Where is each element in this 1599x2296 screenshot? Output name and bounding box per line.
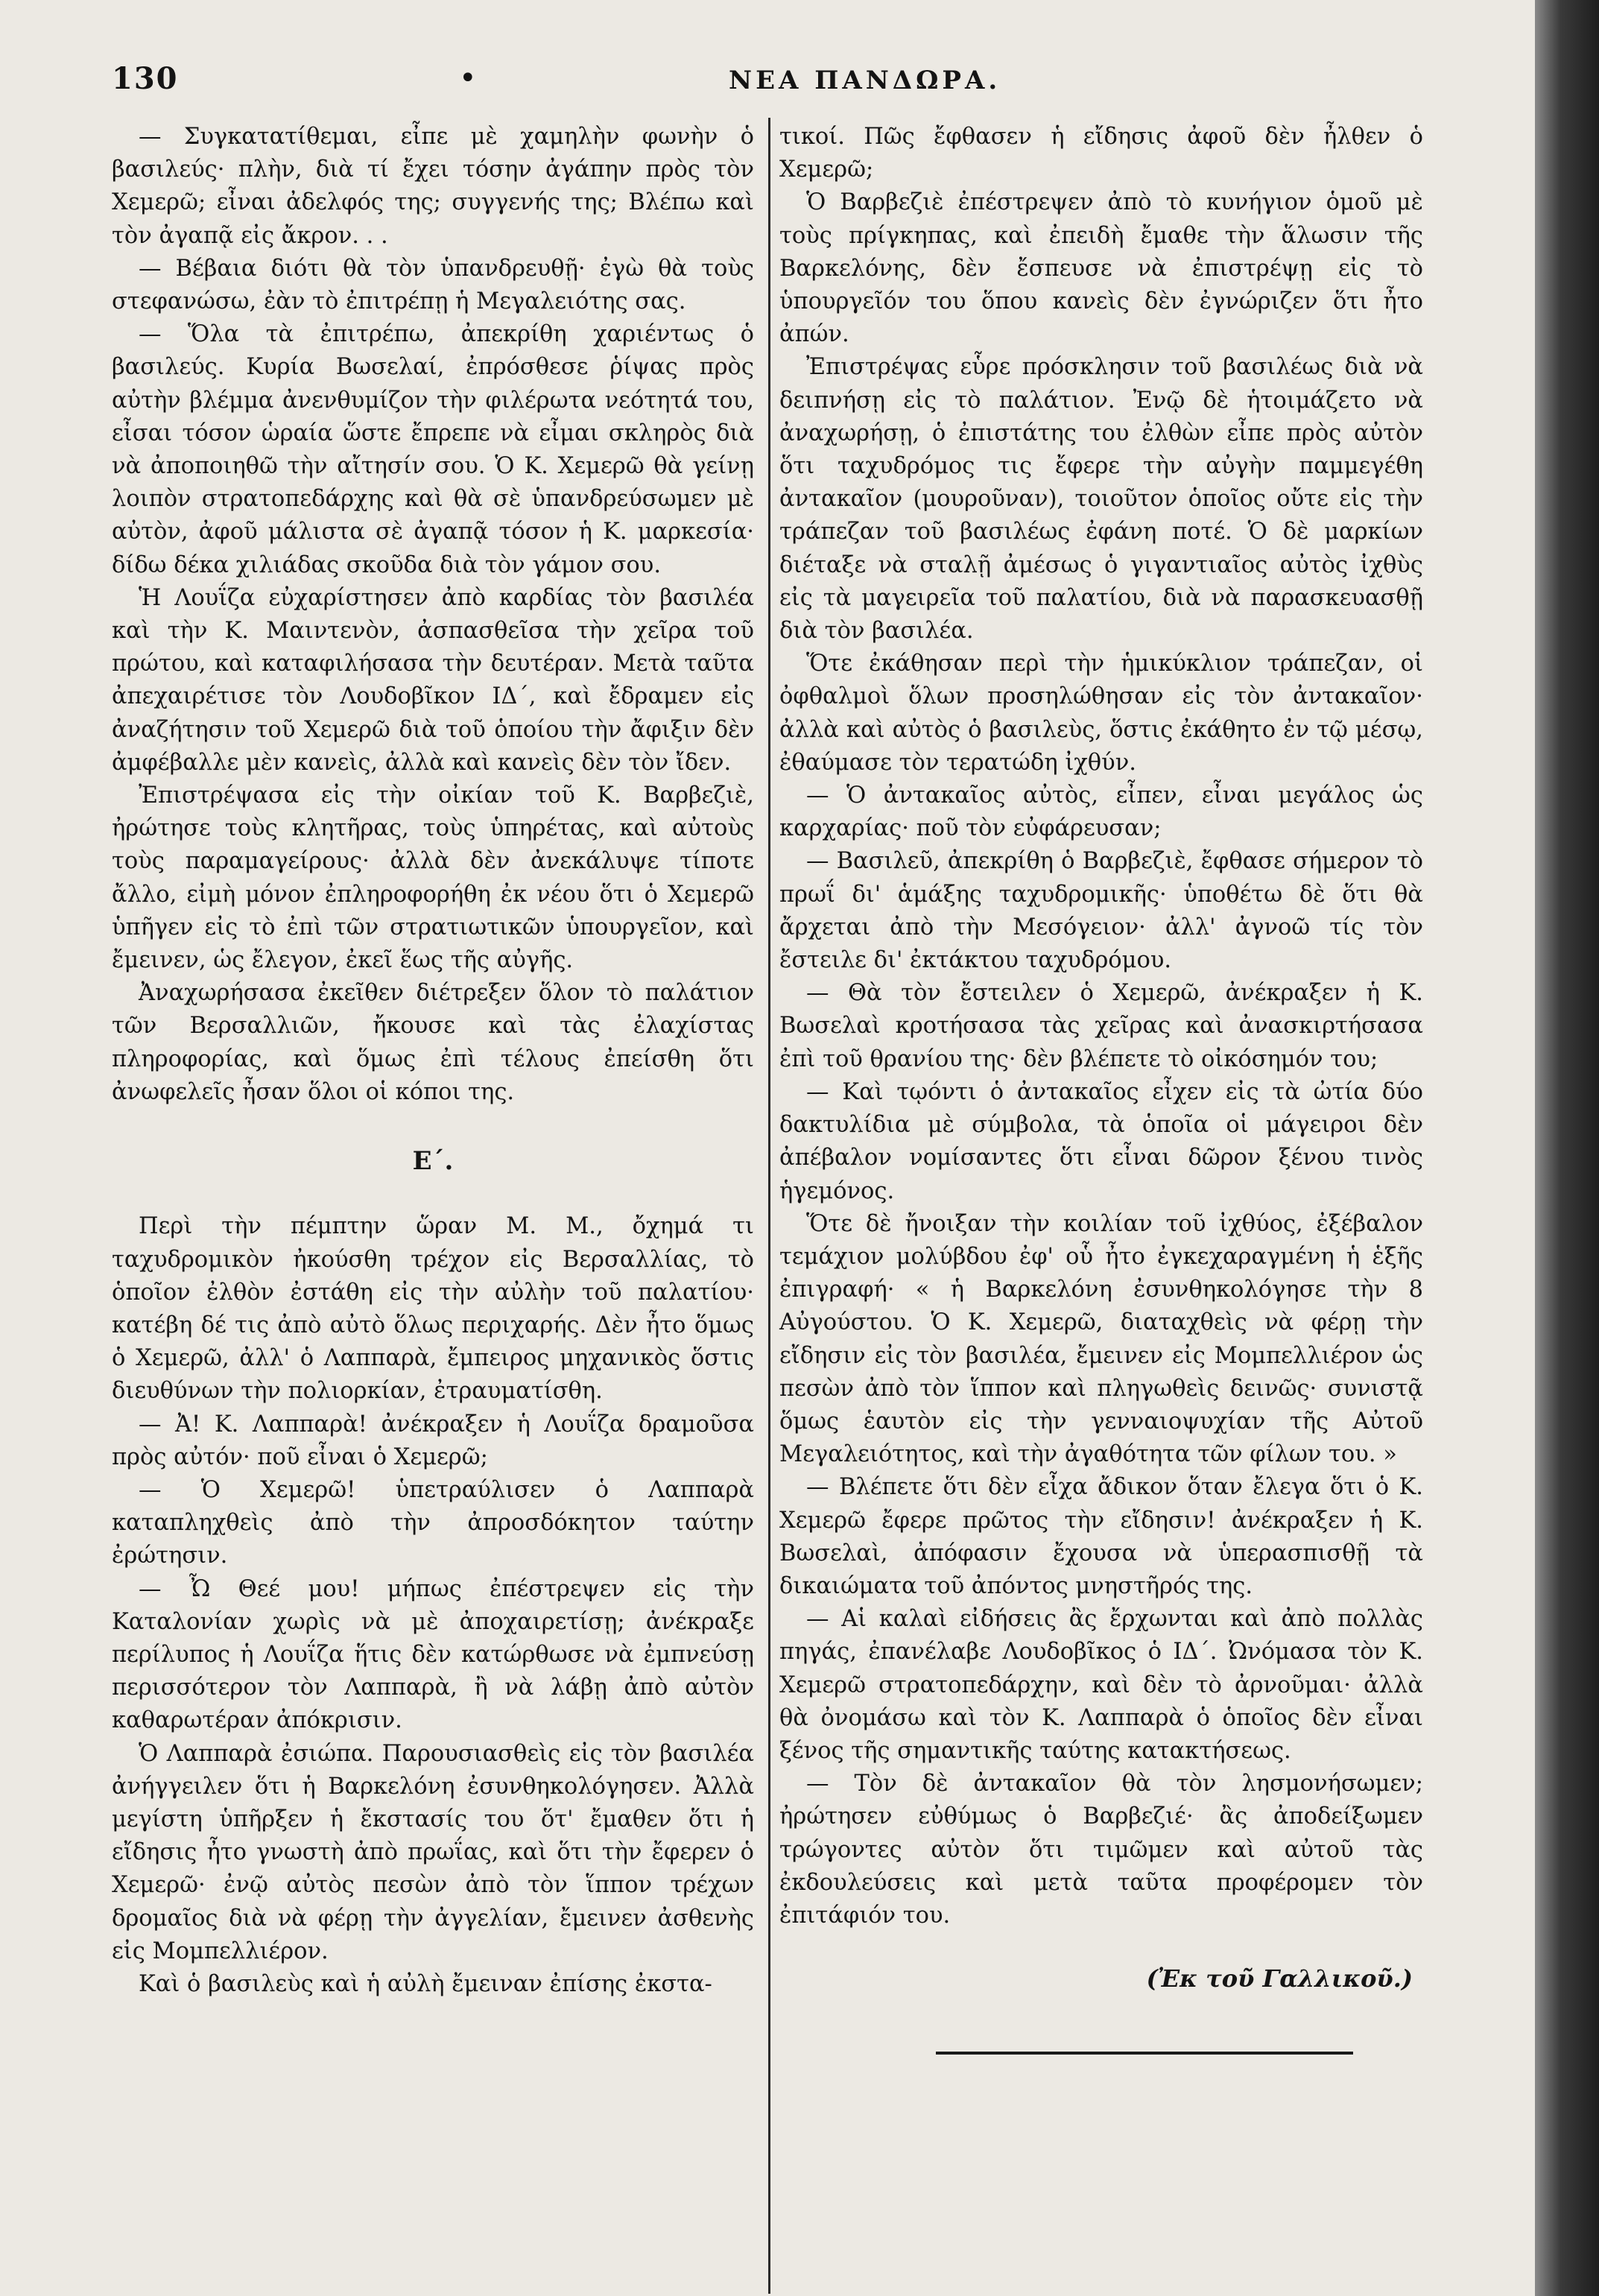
left-column (112, 121, 754, 2001)
paragraph: — Ὦ Θεέ μου! μήπως ἐπέστρεψεν εἰς τὴν Καταλονίαν χωρὶς νὰ μὲ ἀποχαιρετίσῃ; ἀνέκραξε περίλυπος ἡ Λουΐζα ἥτις δὲν κατώρθωσε νὰ ἐμπνεύσῃ περισσότερον τὸν Λαππαρὰ, ἢ νὰ λάβῃ ἀπὸ αὐτὸν καθαρωτέραν ἀπόκρισιν. (112, 1575, 754, 1734)
paragraph: Ὁ Βαρβεζιὲ ἐπέστρεψεν ἀπὸ τὸ κυνήγιον ὁμοῦ μὲ τοὺς πρίγκηπας, καὶ ἐπειδὴ ἔμαθε τὴν ἅλωσιν τῆς Βαρκελόνης, δὲν ἔσπευσε νὰ ἐπιστρέψῃ εἰς τὸ ὑπουργεῖόν του ὅπου κανεὶς δὲν ἐγνώριζεν ὅτι ἦτο ἀπών. (779, 189, 1423, 348)
paragraph: — Θὰ τὸν ἔστειλεν ὁ Χεμερῶ, ἀνέκραξεν ἡ Κ. Βωσελαὶ κροτήσασα τὰς χεῖρας καὶ ἀνασκιρτήσασα ἐπὶ τοῦ θρανίου της· δὲν βλέπετε τὸ οἰκόσημόν του; (779, 980, 1423, 1072)
section-heading: Ε΄. (412, 1146, 454, 1177)
paragraph: Ἐπιστρέψασα εἰς τὴν οἰκίαν τοῦ Κ. Βαρβεζιὲ, ἠρώτησε τοὺς κλητῆρας, τοὺς ὑπηρέτας, καὶ αὐτοὺς τοὺς παραμαγείρους· ἀλλὰ δὲν ἀνεκάλυψε τίποτε ἄλλο, εἰμὴ μόνον ἐπληροφορήθη ἐκ νέου ὅτι ὁ Χεμερῶ ὑπῆγεν εἰς τὸ ἐπὶ τῶν στρατιωτικῶν ὑπουργεῖον, καὶ ἔμεινεν, ὡς ἔλεγον, ἐκεῖ ἕως τῆς αὐγῆς. (112, 782, 754, 974)
paragraph: — Τὸν δὲ ἀντακαῖον θὰ τὸν λησμονήσωμεν; ἠρώτησεν εὐθύμως ὁ Βαρβεζιέ· ἂς ἀποδείξωμεν τρώγοντες αὐτὸν ὅτι τιμῶμεν καὶ αὐτοῦ τὰς ἐκδουλεύσεις καὶ μετὰ ταῦτα προφέρομεν τὸν ἐπιτάφιόν του. (779, 1771, 1423, 1929)
running-title: ΝΕΑ ΠΑΝΔΩΡΑ. (729, 66, 1001, 95)
paragraph: — Ἀ! Κ. Λαππαρὰ! ἀνέκραξεν ἡ Λουΐζα δραμοῦσα πρὸς αὐτόν· ποῦ εἶναι ὁ Χεμερῶ; (112, 1411, 754, 1470)
page-edge-shadow (1535, 0, 1599, 2296)
column-rule (768, 118, 770, 2294)
paragraph: Καὶ ὁ βασιλεὺς καὶ ἡ αὐλὴ ἔμειναν ἐπίσης ἐκστα- (139, 1970, 712, 1997)
paragraph: — Καὶ τῳόντι ὁ ἀντακαῖος εἶχεν εἰς τὰ ὠτία δύο δακτυλίδια μὲ σύμβολα, τὰ ὁποῖα οἱ μάγειροι δὲν ἀπέβαλον νομίσαντες ὅτι εἶναι δῶρον ξένου τινὸς ἡγεμόνος. (779, 1078, 1423, 1204)
paragraph: Ἐπιστρέψας εὗρε πρόσκλησιν τοῦ βασιλέως διὰ νὰ δειπνήσῃ εἰς τὸ παλάτιον. Ἐνῷ δὲ ἡτοιμάζετο νὰ ἀναχωρήσῃ, ὁ ἐπιστάτης του ἐλθὼν εἶπε πρὸς αὐτὸν ὅτι ταχυδρόμος τις ἔφερε τὴν αὐγὴν παμμεγέθη ἀντακαῖον (μουροῦναν), τοιοῦτον ὁποῖος οὔτε εἰς τὴν τράπεζαν τοῦ βασιλέως ἐφάνη ποτέ. Ὁ δὲ μαρκίων διέταξε νὰ σταλῇ ἀμέσως ὁ γιγαντιαῖος αὐτὸς ἰχθὺς εἰς τὰ μαγειρεῖα τοῦ παλατίου, διὰ νὰ παρασκευασθῇ διὰ τὸν βασιλέα. (779, 354, 1423, 645)
paragraph: — Ὁ ἀντακαῖος αὐτὸς, εἶπεν, εἶναι μεγάλος ὡς καρχαρίας· ποῦ τὸν εὐφάρευσαν; (779, 782, 1423, 842)
paragraph: — Βασιλεῦ, ἀπεκρίθη ὁ Βαρβεζιὲ, ἔφθασε σήμερον τὸ πρωΐ δι' ἁμάξης ταχυδρομικῆς· ὑποθέτω δὲ ὅτι θὰ ἄρχεται ἀπὸ τὴν Μεσόγειον· ἀλλ' ἀγνοῶ τίς τὸν ἔστειλε δι' ἐκτάκτου ταχυδρόμου. (779, 848, 1423, 974)
paragraph: Ἡ Λουΐζα εὐχαρίστησεν ἀπὸ καρδίας τὸν βασιλέα καὶ τὴν Κ. Μαιντενὸν, ἀσπασθεῖσα τὴν χεῖρα τοῦ πρώτου, καὶ καταφιλήσασα τὴν δευτέραν. Μετὰ ταῦτα ἀπεχαιρέτισε τὸν Λουδοβῖκον ΙΔ΄, καὶ ἔδραμεν εἰς ἀναζήτησιν τοῦ Χεμερῶ διὰ τοῦ ὁποίου τὴν ἄφιξιν δὲν ἀμφέβαλλε μὲν κανεὶς, ἀλλὰ καὶ κανεὶς δὲν τὸν ἴδεν. (112, 584, 754, 776)
paragraph: — Ὁ Χεμερῶ! ὑπετραύλισεν ὁ Λαππαρὰ καταπληχθεὶς ἀπὸ τὴν ἀπροσδόκητον ταύτην ἐρώτησιν. (112, 1476, 754, 1569)
paragraph: Περὶ τὴν πέμπτην ὥραν Μ. Μ., ὄχημά τι ταχυδρομικὸν ἠκούσθη τρέχον εἰς Βερσαλλίας, τὸ ὁποῖον ἐλθὸν ἐστάθη εἰς τὴν αὐλὴν τοῦ παλατίου· κατέβη δέ τις ἀπὸ αὐτὸ ὅλως περιχαρής. Δὲν ἦτο ὅμως ὁ Χεμερῶ, ἀλλ' ὁ Λαππαρὰ, ἔμπειρος μηχανικὸς ὅστις διευθύνων τὴν πολιορκίαν, ἐτραυματίσθη. (112, 1213, 754, 1405)
page-number: 130 (112, 61, 179, 96)
header-dot: • (459, 61, 477, 95)
paragraph: — Συγκατατίθεμαι, εἶπε μὲ χαμηλὴν φωνὴν ὁ βασιλεύς· πλὴν, διὰ τί ἔχει τόσην ἀγάπην πρὸς τὸν Χεμερῶ; εἶναι ἀδελφός της; συγγενής της; Βλέπω καὶ τὸν ἀγαπᾷ εἰς ἄκρον. . . (112, 124, 754, 249)
paragraph: — Ὅλα τὰ ἐπιτρέπω, ἀπεκρίθη χαριέντως ὁ βασιλεύς. Κυρία Βωσελαί, ἐπρόσθεσε ῥίψας πρὸς αὐτὴν βλέμμα ἀνενθυμίζον τὴν φιλέρωτα νεότητά του, εἶσαι τόσον ὡραία ὥστε ἔπρεπε νὰ εἶμαι σκληρὸς διὰ νὰ ἀποποιηθῶ τὴν αἴτησίν σου. Ὁ Κ. Χεμερῶ θὰ γείνῃ λοιπὸν στρατοπεδάρχης καὶ θὰ σὲ ὑπανδρεύσωμεν μὲ αὐτὸν, ἀφοῦ μάλιστα σὲ ἀγαπᾷ τόσον ἡ Κ. μαρκεσία· δίδω δέκα χιλιάδας σκοῦδα διὰ τὸν γάμον σου. (112, 321, 754, 578)
right-column (779, 121, 1423, 2055)
end-rule (936, 2052, 1353, 2055)
page-header (112, 61, 1423, 106)
paragraph: Ὅτε ἐκάθησαν περὶ τὴν ἡμικύκλιον τράπεζαν, οἱ ὀφθαλμοὶ ὅλων προσηλώθησαν εἰς τὸν ἀντακαῖον· ἀλλὰ καὶ αὐτὸς ὁ βασιλεὺς, ὅστις ἐκάθητο ἐν τῷ μέσῳ, ἐθαύμασε τὸν τερατώδη ἰχθύν. (779, 651, 1423, 776)
paragraph: Ὅτε δὲ ἤνοιξαν τὴν κοιλίαν τοῦ ἰχθύος, ἐξέβαλον τεμάχιον μολύβδου ἐφ' οὗ ἦτο ἐγκεχαραγμένη ἡ ἑξῆς ἐπιγραφή· « ἡ Βαρκελόνη ἐσυνθηκολόγησε τὴν 8 Αὐγούστου. Ὁ Κ. Χεμερῶ, διαταχθεὶς νὰ φέρῃ τὴν εἴδησιν εἰς τὸν βασιλέα, ἔμεινεν εἰς Μομπελλιέρον ὡς πεσὼν ἀπὸ τὸν ἵππον καὶ πληγωθεὶς δεινῶς· συνιστᾷ ὅμως ἑαυτὸν εἰς τὴν γενναιοψυχίαν τῆς Αὐτοῦ Μεγαλειότητος, καὶ τὴν ἀγαθότητα τῶν φίλων του. » (779, 1210, 1423, 1468)
source-note: (Ἐκ τοῦ Γαλλικοῦ.) (1146, 1964, 1413, 1993)
paragraph: Ὁ Λαππαρὰ ἐσιώπα. Παρουσιασθεὶς εἰς τὸν βασιλέα ἀνήγγειλεν ὅτι ἡ Βαρκελόνη ἐσυνθηκολόγησεν. Ἀλλὰ μεγίστη ὑπῆρξεν ἡ ἔκστασίς του ὅτ' ἔμαθεν ὅτι ἡ εἴδησις ἦτο γνωστὴ ἀπὸ πρωΐας, καὶ ὅτι τὴν ἔφερεν ὁ Χεμερῶ· ἐνῷ αὐτὸς πεσὼν ἀπὸ τὸν ἵππον τρέχων δρομαῖος διὰ νὰ φέρῃ τὴν ἀγγελίαν, ἔμεινεν ἀσθενὴς εἰς Μομπελλιέρον. (112, 1740, 754, 1964)
paragraph: Ἀναχωρήσασα ἐκεῖθεν διέτρεξεν ὅλον τὸ παλάτιον τῶν Βερσαλλιῶν, ἤκουσε καὶ τὰς ἐλαχίστας πληροφορίας, καὶ ὅμως ἐπὶ τέλους ἐπείσθη ὅτι ἀνωφελεῖς ἦσαν ὅλοι οἱ κόποι της. (112, 980, 754, 1105)
paragraph: — Βέβαια διότι θὰ τὸν ὑπανδρευθῇ· ἐγὼ θὰ τοὺς στεφανώσω, ἐὰν τὸ ἐπιτρέπῃ ἡ Μεγαλειότης σας. (112, 255, 754, 315)
paragraph: — Βλέπετε ὅτι δὲν εἶχα ἄδικον ὅταν ἔλεγα ὅτι ὁ Κ. Χεμερῶ ἔφερε πρῶτος τὴν εἴδησιν! ἀνέκραξεν ἡ Κ. Βωσελαὶ, ἀπόφασιν ἔχουσα νὰ ὑπερασπισθῇ τὰ δικαιώματα τοῦ ἀπόντος μνηστῆρός της. (779, 1474, 1423, 1599)
paragraph: τικοί. Πῶς ἔφθασεν ἡ εἴδησις ἀφοῦ δὲν ἦλθεν ὁ Χεμερῶ; (779, 124, 1423, 183)
paragraph: — Αἱ καλαὶ εἰδήσεις ἂς ἔρχωνται καὶ ἀπὸ πολλὰς πηγάς, ἐπανέλαβε Λουδοβῖκος ὁ ΙΔ΄. Ὠνόμασα τὸν Κ. Χεμερῶ στρατοπεδάρχην, καὶ δὲν τὸ ἀρνοῦμαι· ἀλλὰ θὰ ὀνομάσω καὶ τὸν Κ. Λαππαρὰ ὁ ὁποῖος δὲν εἶναι ξένος τῆς σημαντικῆς ταύτης κατακτήσεως. (779, 1606, 1423, 1764)
